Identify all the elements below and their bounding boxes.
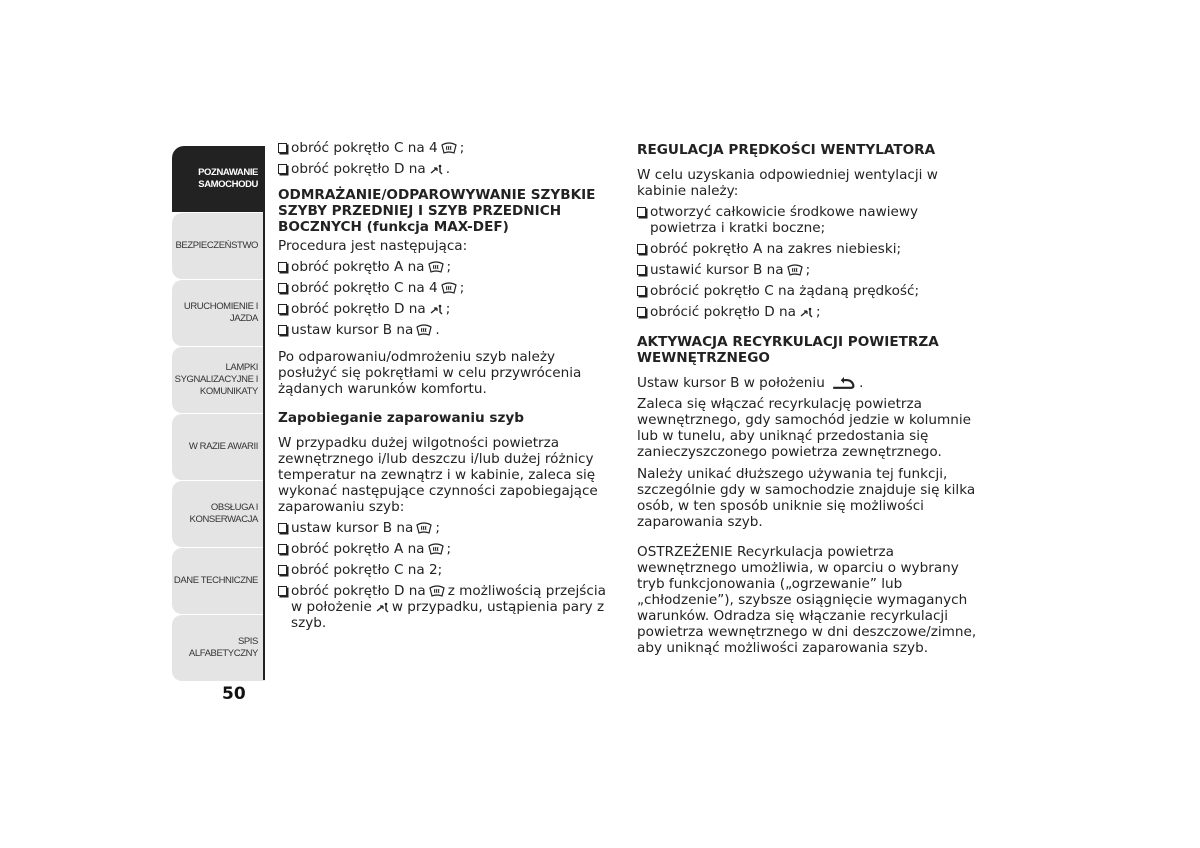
defrost-icon	[415, 323, 433, 337]
defrost-icon	[427, 542, 445, 556]
checkbox-icon	[637, 265, 646, 275]
tab-w-razie-awarii[interactable]: W RAZIE AWARII	[172, 414, 265, 480]
defrost-icon	[440, 281, 458, 295]
right-column	[637, 140, 982, 656]
paragraph: W celu uzyskania odpowiedniej wentylacji w kabinie należy:	[637, 167, 938, 199]
checkbox-icon	[637, 286, 646, 296]
feet-airflow-icon	[428, 162, 444, 176]
left-column	[278, 140, 618, 631]
list-item: obróć pokrętło A na zakres niebieski;	[637, 241, 982, 257]
checkbox-icon	[278, 523, 287, 533]
checkbox-icon	[278, 164, 287, 174]
checkbox-icon	[278, 544, 287, 554]
tabs-divider	[263, 146, 265, 680]
checkbox-icon	[278, 565, 287, 575]
feet-airflow-icon	[428, 302, 444, 316]
paragraph: Ustaw kursor B w położeniu .	[637, 375, 864, 391]
tab-poznawanie-samochodu[interactable]: POZNAWANIE SAMOCHODU	[172, 146, 265, 212]
paragraph: Należy unikać dłuższego używania tej funkcji, szczególnie gdy w samochodzie znajduje się kilka osób, w ten sposób uniknie się możliwości zaparowania szyb.	[637, 466, 976, 530]
list-item: obrócić pokrętło D na ;	[637, 304, 982, 320]
tab-obsluga-konserwacja[interactable]: OBSŁUGA I KONSERWACJA	[172, 481, 265, 547]
tab-bezpieczenstwo[interactable]: BEZPIECZEŃSTWO	[172, 213, 265, 279]
list-item: obrócić pokrętło C na żądaną prędkość;	[637, 283, 982, 299]
page-number: 50	[222, 684, 246, 704]
paragraph: Procedura jest następująca:	[278, 238, 468, 254]
paragraph: W przypadku dużej wilgotności powietrza zewnętrznego i/lub deszczu i/lub dużej różnicy temperatur na zewnątrz i w kabinie, zaleca się wykonać następujące czynności zapobiegające zaparowaniu szyb:	[278, 435, 598, 515]
section-heading-fan-speed: REGULACJA PRĘDKOŚCI WENTYLATORA	[637, 142, 936, 158]
tab-lampki-sygnalizacyjne[interactable]: LAMPKI SYGNALIZACYJNE I KOMUNIKATY	[172, 347, 265, 413]
checkbox-icon	[278, 325, 287, 335]
checkbox-icon	[278, 283, 287, 293]
defrost-feet-icon	[374, 600, 390, 614]
checkbox-icon	[278, 262, 287, 272]
list-item: obróć pokrętło D na .	[278, 161, 618, 177]
recirculation-icon	[831, 377, 857, 390]
checkbox-icon	[637, 244, 646, 254]
tab-uruchomienie-jazda[interactable]: URUCHOMIENIE I JAZDA	[172, 280, 265, 346]
list-item: obróć pokrętło D na z możliwością przejścia w położenie w przypadku, ustąpienia pary z szyb.	[278, 583, 618, 631]
list-item: obróć pokrętło A na ;	[278, 541, 618, 557]
list-item: obróć pokrętło C na 4 ;	[278, 140, 618, 156]
section-heading-recirculation: AKTYWACJA RECYRKULACJI POWIETRZA WEWNĘTRZNEGO	[637, 334, 939, 366]
defrost-icon	[428, 584, 446, 598]
list-item: obróć pokrętło D na ;	[278, 301, 618, 317]
checkbox-icon	[278, 143, 287, 153]
list-item: ustaw kursor B na .	[278, 322, 618, 338]
list-item: ustawić kursor B na ;	[637, 262, 982, 278]
defrost-icon	[427, 260, 445, 274]
paragraph: Po odparowaniu/odmrożeniu szyb należy posłużyć się pokrętłami w celu przywrócenia żądanych warunków komfortu.	[278, 349, 582, 397]
list-item: obróć pokrętło A na ;	[278, 259, 618, 275]
defrost-icon	[786, 263, 804, 277]
checkbox-icon	[637, 307, 646, 317]
section-heading-max-def: ODMRAŻANIE/ODPAROWYWANIE SZYBKIE SZYBY PRZEDNIEJ I SZYB PRZEDNICH BOCZNYCH (funkcja MAX-DEF)	[278, 187, 596, 235]
section-heading-anti-fog: Zapobieganie zaparowaniu szyb	[278, 410, 525, 426]
tab-spis-alfabetyczny[interactable]: SPIS ALFABETYCZNY	[172, 615, 265, 681]
chapter-tabs	[172, 146, 265, 682]
tab-dane-techniczne[interactable]: DANE TECHNICZNE	[172, 548, 265, 614]
checkbox-icon	[278, 586, 287, 596]
checkbox-icon	[278, 304, 287, 314]
list-item: obróć pokrętło C na 4 ;	[278, 280, 618, 296]
list-item: otworzyć całkowicie środkowe nawiewy powietrza i kratki boczne;	[637, 204, 982, 236]
defrost-icon	[415, 521, 433, 535]
list-item: obróć pokrętło C na 2;	[278, 562, 618, 578]
checkbox-icon	[637, 207, 646, 217]
list-item: ustaw kursor B na ;	[278, 520, 618, 536]
warning-paragraph: OSTRZEŻENIE Recyrkulacja powietrza wewnętrznego umożliwia, w oparciu o wybrany tryb funkcjonowania („ogrzewanie” lub „chłodzenie”), szybsze osiągnięcie wymaganych warunków. Odradza się włączanie recyrkulacji powietrza wewnętrznego w dni deszczowe/zimne, aby uniknąć możliwości zaparowania szyb.	[637, 544, 977, 656]
face-feet-airflow-icon	[798, 305, 814, 319]
defrost-icon	[440, 141, 458, 155]
paragraph: Zaleca się włączać recyrkulację powietrza wewnętrznego, gdy samochód jedzie w kolumnie lub w tunelu, aby uniknąć przedostania się zanieczyszczonego powietrza zewnętrznego.	[637, 396, 972, 460]
